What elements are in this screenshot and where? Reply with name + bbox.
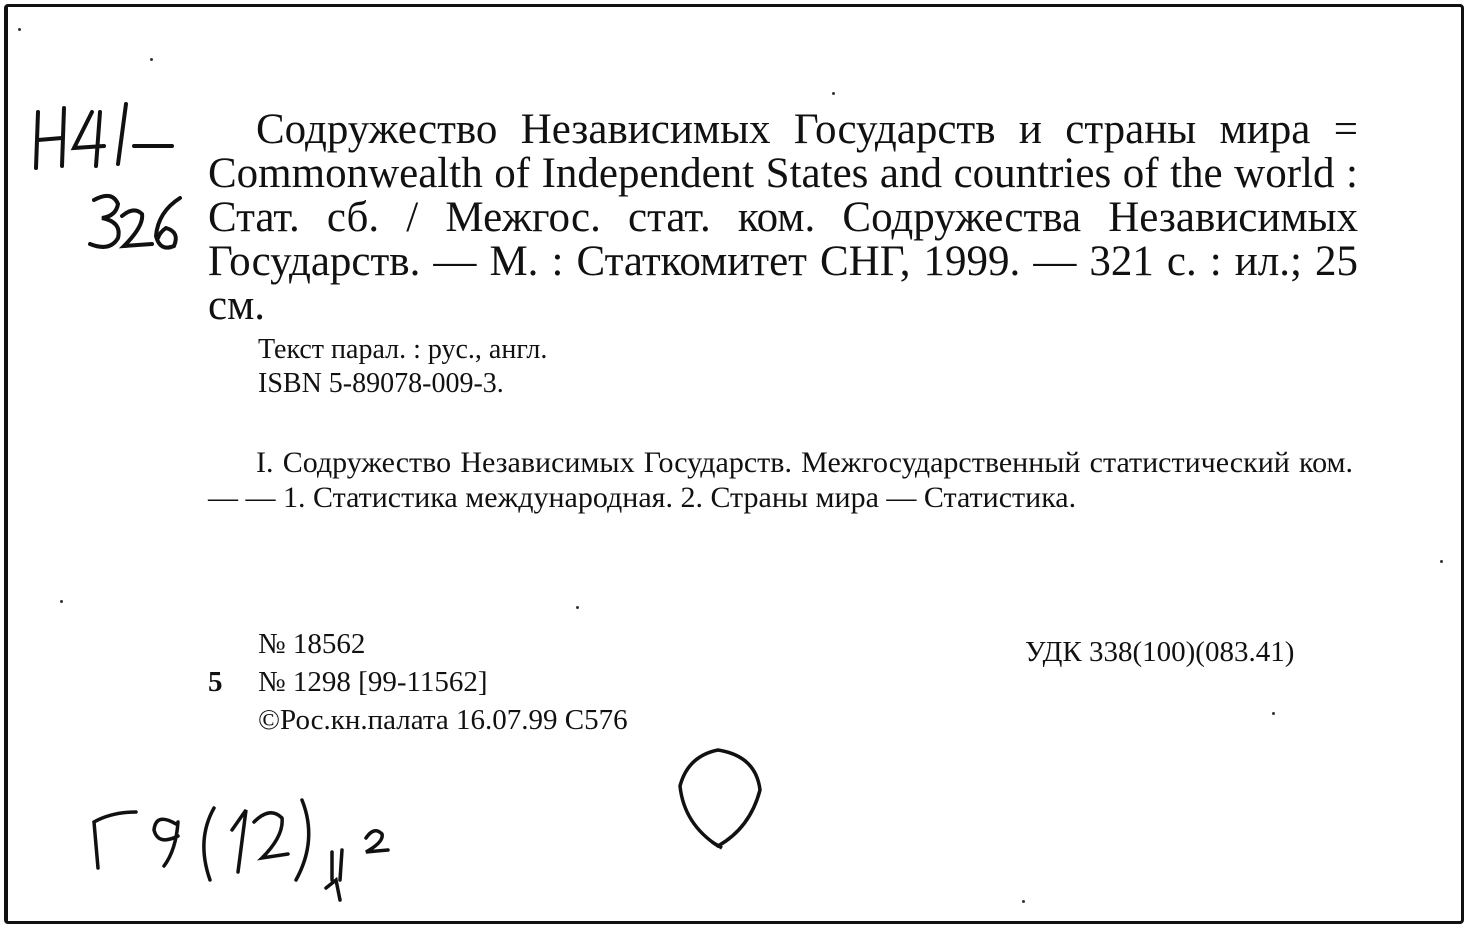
scan-speck [1440,560,1443,563]
language-note: Текст парал. : рус., англ. [258,334,548,365]
scan-speck [60,600,63,603]
scan-speck [150,58,153,61]
card-prefix: 5 [208,666,223,698]
scan-speck [18,28,21,31]
tracings-block [208,445,1353,515]
scan-speck [1272,712,1275,715]
handwritten-bottom-note [94,800,388,900]
book-chamber-line: ©Рос.кн.палата 16.07.99 С576 [258,704,628,736]
registration-number: № 1298 [99-11562] [258,666,488,698]
scan-speck [832,92,835,95]
notes-block [258,333,547,401]
handwritten-call-number-2 [90,196,180,248]
record-number: № 18562 [258,628,366,660]
oval-mark [680,750,760,848]
main-entry-text: Содружество Независимых Государств и страны мира = Commonwealth of Independent States and countries of the world : Стат. сб. / Межгос. стат. ком. Содружества Независимых Государств. — М. : Статкомитет СНГ, 1999. — 321 с. : ил.; 25 см. [208,106,1358,329]
tracings-text: I. Содружество Независимых Государств. Межгосударственный статистический ком. — — 1. Статистика международная. 2. Страны мира — Статистика. [208,446,1353,514]
scan-speck [1022,900,1025,903]
scan-speck [576,606,579,609]
main-entry [208,108,1358,328]
handwritten-call-number [36,104,172,168]
isbn: ISBN 5-89078-009-3. [258,368,504,399]
udc-code: УДК 338(100)(083.41) [1025,636,1295,668]
